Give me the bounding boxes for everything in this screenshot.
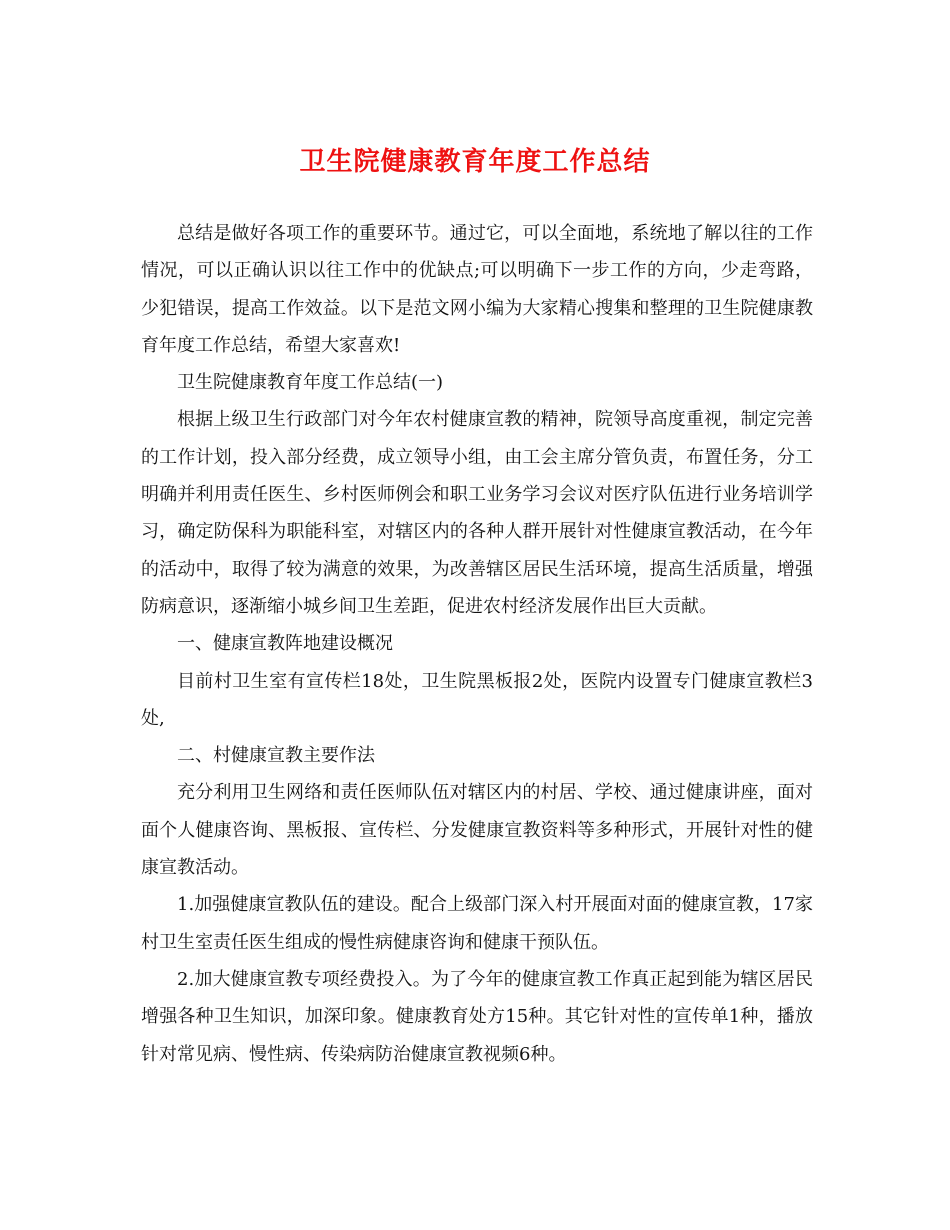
paragraph-section-heading: 卫生院健康教育年度工作总结(一) bbox=[177, 372, 444, 394]
paragraph-item-2: 2.加大健康宣教专项经费投入。为了今年的健康宣教工作真正起到能为辖区居民增强各种卫生知识，加深印象。健康教育处方15种。其它针对性的宣传单1种，播放针对常见病、慢性病、传染病防治健康宣教视频6种。 bbox=[141, 968, 813, 1065]
paragraph-item-1: 1.加强健康宣教队伍的建设。配合上级部门深入村开展面对面的健康宣教，17家村卫生室责任医生组成的慢性病健康咨询和健康干预队伍。 bbox=[141, 894, 813, 953]
paragraph-heading-1: 一、健康宣教阵地建设概况 bbox=[177, 633, 393, 655]
paragraph: 根据上级卫生行政部门对今年农村健康宣教的精神，院领导高度重视，制定完善的工作计划，投入部分经费，成立领导小组，由工会主席分管负责，布置任务，分工明确并利用责任医生、乡村医师例会和职工业务学习会议对医疗队伍进行业务培训学习，确定防保科为职能科室，对辖区内的各种人群开展针对性健康宣教活动，在今年的活动中，取得了较为满意的效果，为改善辖区居民生活环境，提高生活质量，增强防病意识，逐渐缩小城乡间卫生差距，促进农村经济发展作出巨大贡献。 bbox=[141, 409, 813, 617]
document-body bbox=[141, 215, 813, 1073]
paragraph-intro: 总结是做好各项工作的重要环节。通过它，可以全面地，系统地了解以往的工作情况，可以正确认识以往工作中的优缺点;可以明确下一步工作的方向，少走弯路，少犯错误，提高工作效益。以下是范文网小编为大家精心搜集和整理的卫生院健康教育年度工作总结，希望大家喜欢! bbox=[141, 223, 813, 356]
paragraph: 充分利用卫生网络和责任医师队伍对辖区内的村居、学校、通过健康讲座，面对面个人健康咨询、黑板报、宣传栏、分发健康宣教资料等多种形式，开展针对性的健康宣教活动。 bbox=[141, 782, 813, 879]
paragraph-heading-2: 二、村健康宣教主要作法 bbox=[177, 745, 375, 767]
document-title: 卫生院健康教育年度工作总结 bbox=[299, 147, 651, 177]
paragraph: 目前村卫生室有宣传栏18处，卫生院黑板报2处，医院内设置专门健康宣教栏3处, bbox=[141, 670, 813, 729]
